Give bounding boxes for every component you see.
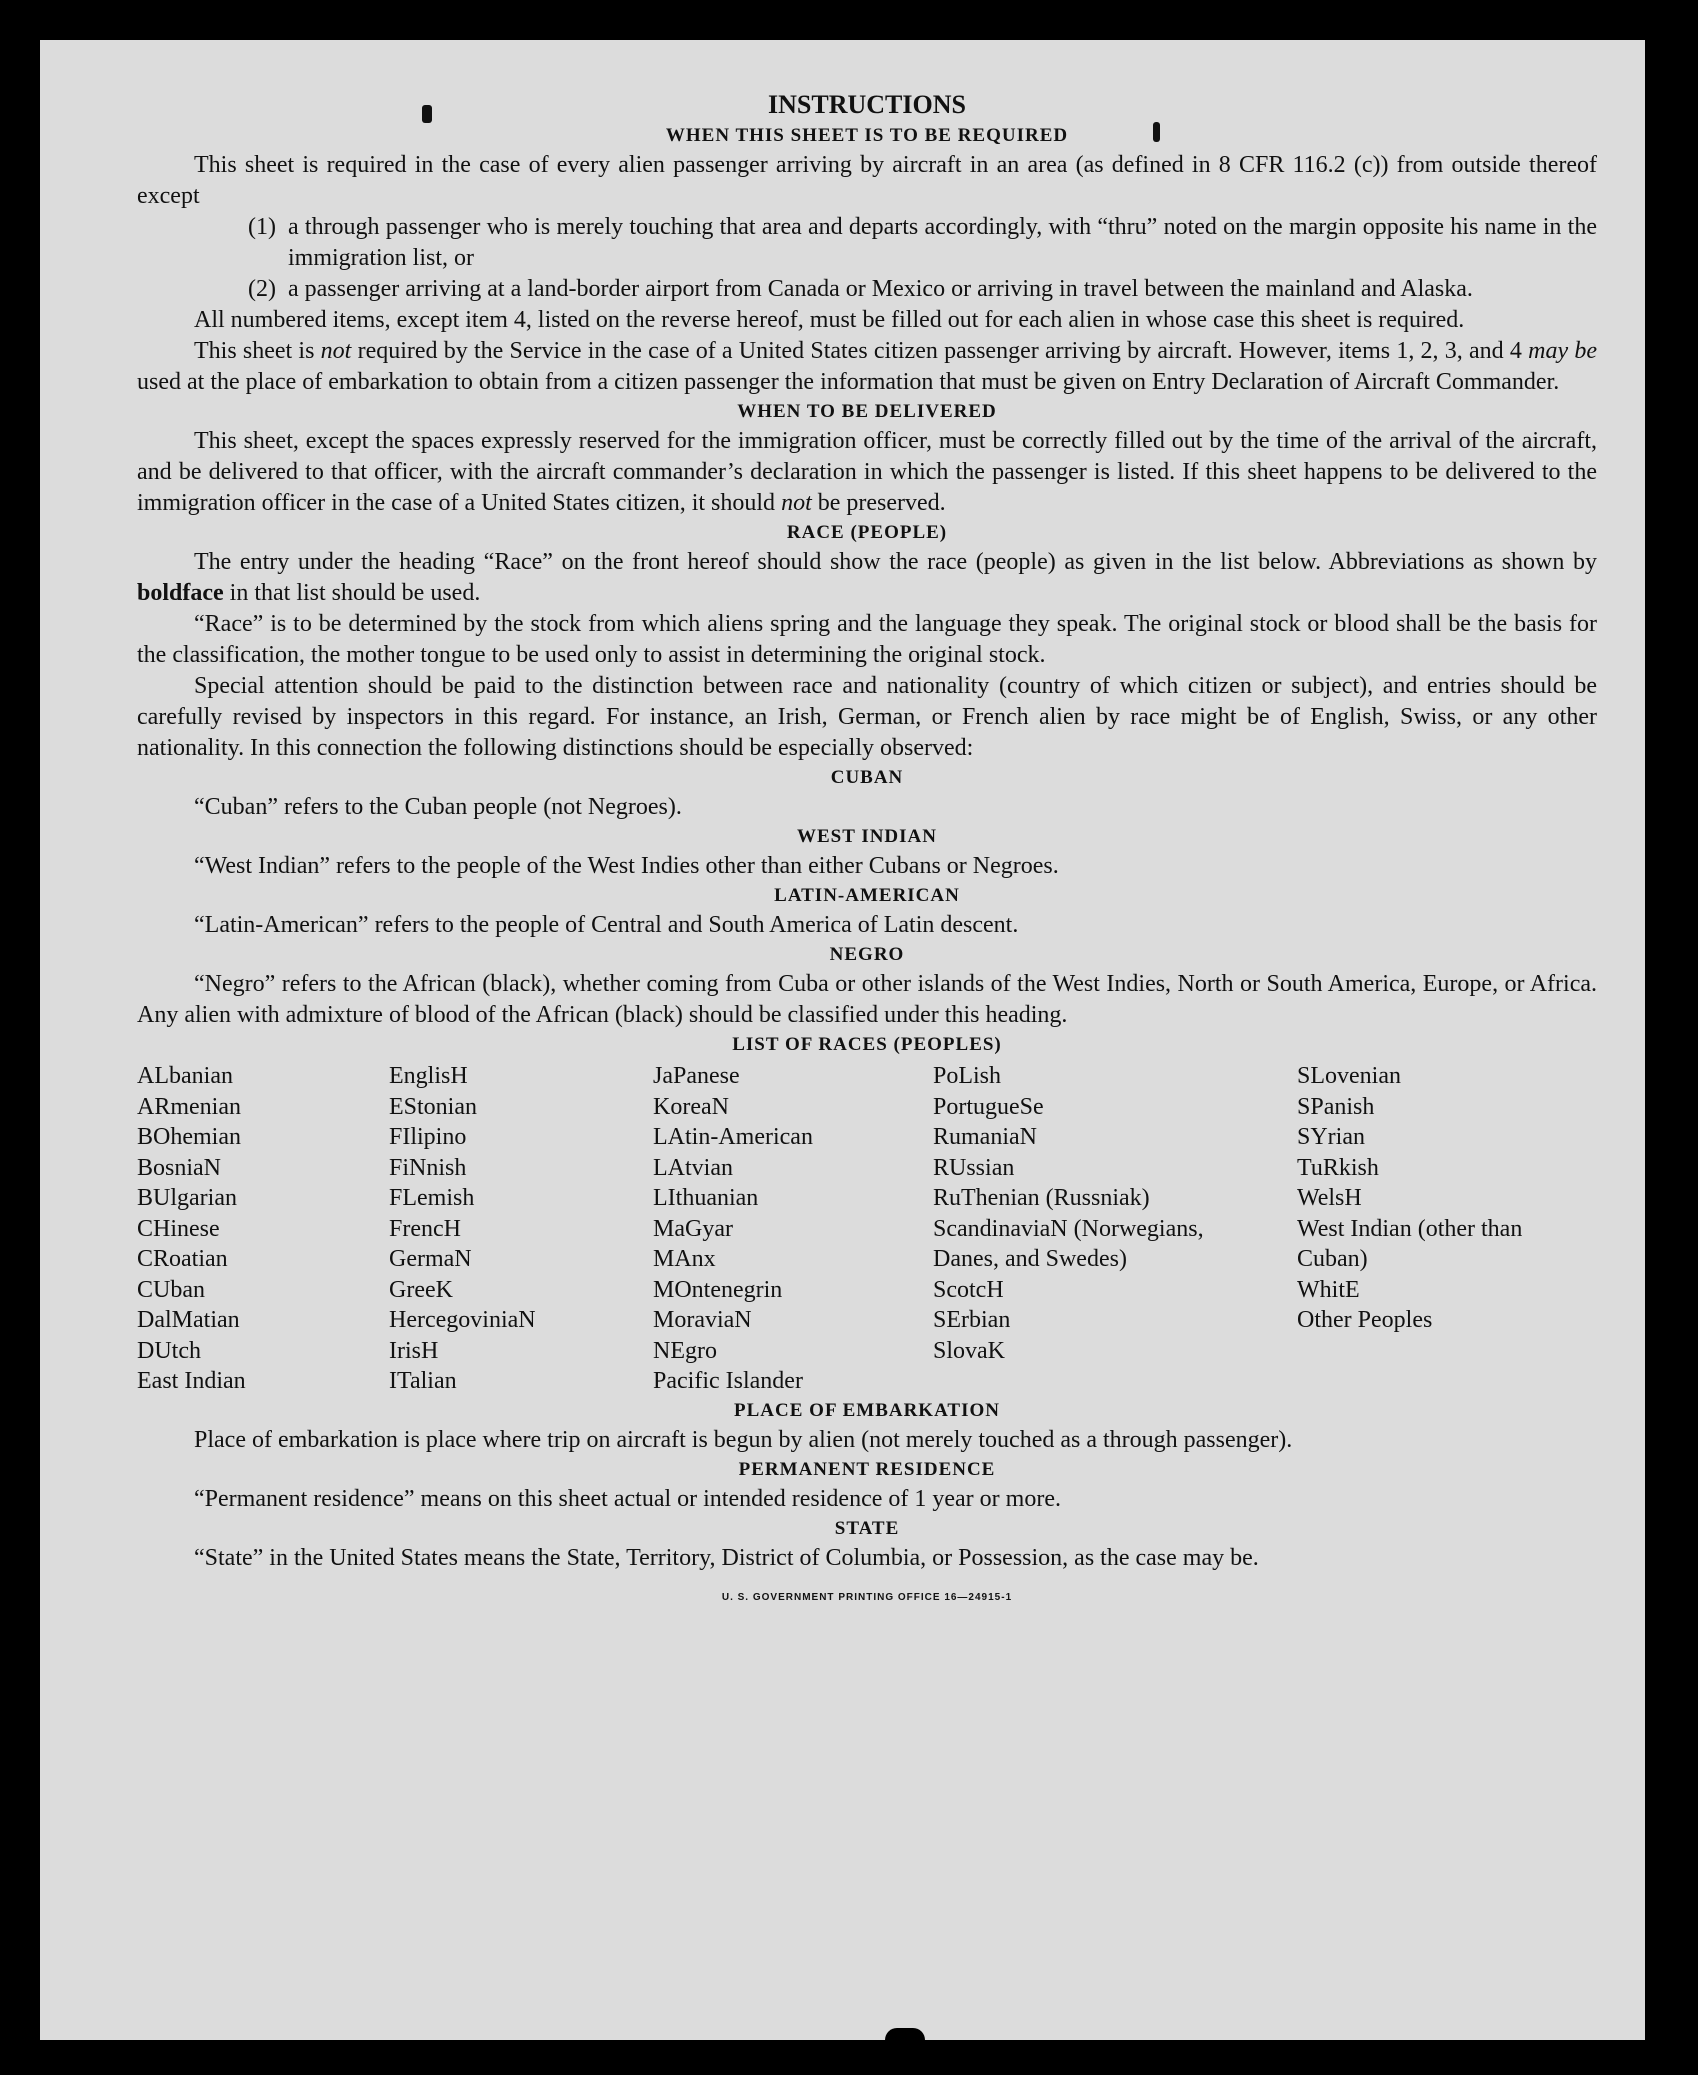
race-entry: West Indian (other than Cuban) bbox=[1297, 1215, 1523, 1272]
race-entry: LAtin-American bbox=[653, 1124, 813, 1150]
races-column-3 bbox=[653, 1061, 933, 1397]
text-segment: The entry under the heading “Race” on the front hereof should show the race (people) as given in the list below. Abbreviations as shown by bbox=[194, 549, 1597, 575]
race-entry: East Indian bbox=[137, 1368, 246, 1394]
race-entry: CRoatian bbox=[137, 1246, 228, 1272]
race-entry: LIthuanian bbox=[653, 1185, 759, 1211]
race-entry: PoLish bbox=[933, 1063, 1002, 1089]
race-entry: MAnx bbox=[653, 1246, 716, 1272]
item-text: a through passenger who is merely touching that area and departs accordingly, with “thru” noted on the margin opposite his name in the immigration list, or bbox=[288, 214, 1597, 271]
heading-when-required: WHEN THIS SHEET IS TO BE REQUIRED bbox=[665, 125, 1069, 146]
race-entry: RuThenian (Russniak) bbox=[933, 1185, 1150, 1211]
race-entry: RumaniaN bbox=[933, 1124, 1037, 1150]
race-entry: NEgro bbox=[653, 1337, 717, 1364]
paragraph-citizen-passenger bbox=[137, 336, 1597, 398]
race-entry: HercegoviniaN bbox=[389, 1307, 536, 1333]
paragraph-permanent-residence: “Permanent residence” means on this sheet actual or intended residence of 1 year or more. bbox=[194, 1485, 1061, 1512]
race-entry: CHinese bbox=[137, 1215, 220, 1242]
race-entry: LAtvian bbox=[653, 1154, 733, 1181]
race-entry: SPanish bbox=[1297, 1093, 1375, 1120]
race-entry: BosniaN bbox=[137, 1154, 221, 1181]
race-entry: DUtch bbox=[137, 1337, 201, 1364]
race-entry: GreeK bbox=[389, 1276, 453, 1303]
heading-place-of-embarkation: PLACE OF EMBARKATION bbox=[734, 1399, 1000, 1421]
paragraph-race-nationality: Special attention should be paid to the distinction between race and nationality (country of which citizen or subject), and entries should be carefully revised by inspectors in this regard. For instance, an Irish, German, or French alien by race might be of English, Swiss, or any other nationality. In this connection the following distinctions should be especially observed: bbox=[137, 673, 1597, 761]
race-entry: FIlipino bbox=[389, 1124, 467, 1150]
heading-latin-american: LATIN-AMERICAN bbox=[774, 885, 960, 906]
race-entry: ARmenian bbox=[137, 1093, 241, 1120]
race-entry: EnglisH bbox=[389, 1063, 468, 1089]
race-entry: WhitE bbox=[1297, 1276, 1360, 1303]
race-entry: Pacific Islander bbox=[653, 1368, 803, 1394]
paragraph-latin-american: “Latin-American” refers to the people of Central and South America of Latin descent. bbox=[194, 912, 1019, 938]
paragraph-race-entry bbox=[137, 547, 1597, 609]
race-entry: IrisH bbox=[389, 1337, 439, 1364]
emphasis-boldface: boldface bbox=[137, 580, 224, 606]
item-number: (2) bbox=[248, 276, 276, 302]
race-entry: RUssian bbox=[933, 1154, 1015, 1181]
race-entry: FLemish bbox=[389, 1185, 475, 1211]
races-column-1 bbox=[137, 1061, 389, 1397]
item-text: a passenger arriving at a land-border airport from Canada or Mexico or arriving in travel between the mainland and Alaska. bbox=[288, 276, 1473, 302]
race-entry: Other Peoples bbox=[1297, 1307, 1433, 1333]
instruction-sheet bbox=[40, 40, 1645, 2040]
race-entry: MOntenegrin bbox=[653, 1276, 783, 1303]
race-entry: FrencH bbox=[389, 1215, 461, 1242]
race-entry: ScotcH bbox=[933, 1276, 1004, 1303]
race-entry: GermaN bbox=[389, 1246, 472, 1272]
race-entry: BOhemian bbox=[137, 1124, 241, 1150]
race-entry: TuRkish bbox=[1297, 1154, 1379, 1181]
race-entry: FiNnish bbox=[389, 1154, 467, 1181]
race-entry: MoraviaN bbox=[653, 1307, 752, 1333]
emphasis-not: not bbox=[781, 490, 812, 516]
printer-imprint: U. S. GOVERNMENT PRINTING OFFICE 16—24915-1 bbox=[721, 1591, 1013, 1603]
race-entry: WelsH bbox=[1297, 1185, 1362, 1211]
race-entry: ALbanian bbox=[137, 1063, 233, 1089]
paragraph-delivery bbox=[137, 426, 1597, 519]
page-title: INSTRUCTIONS bbox=[768, 90, 966, 119]
text-segment: required by the Service in the case of a United States citizen passenger arriving by aircraft. However, items 1, 2, 3, and 4 bbox=[351, 338, 1529, 364]
heading-cuban: CUBAN bbox=[830, 767, 904, 788]
race-entry: CUban bbox=[137, 1276, 205, 1303]
race-entry: BUlgarian bbox=[137, 1185, 237, 1211]
paragraph-state: “State” in the United States means the State, Territory, District of Columbia, or Possession, as the case may be. bbox=[194, 1544, 1259, 1571]
races-column-4 bbox=[933, 1061, 1297, 1397]
heading-negro: NEGRO bbox=[829, 944, 905, 965]
text-segment: This sheet is bbox=[194, 338, 321, 364]
document-body bbox=[137, 88, 1597, 1613]
text-segment: in that list should be used. bbox=[223, 580, 481, 606]
races-list bbox=[137, 1061, 1597, 1397]
paragraph-race-stock: “Race” is to be determined by the stock from which aliens spring and the language they speak. The original stock or blood shall be the basis for the classification, the mother tongue to be used only to assist in determining the original stock. bbox=[137, 611, 1597, 668]
heading-race: RACE (PEOPLE) bbox=[786, 522, 948, 543]
exception-item-2 bbox=[248, 274, 1597, 305]
paragraph-west-indian: “West Indian” refers to the people of the West Indies other than either Cubans or Negroes. bbox=[194, 853, 1059, 879]
paragraph-cuban: “Cuban” refers to the Cuban people (not Negroes). bbox=[194, 794, 682, 820]
item-number: (1) bbox=[248, 214, 276, 240]
race-entry: ScandinaviaN (Norwegians, Danes, and Swedes) bbox=[933, 1215, 1204, 1272]
heading-state: STATE bbox=[834, 1517, 900, 1539]
race-entry: SLovenian bbox=[1297, 1063, 1401, 1089]
text-segment: This sheet, except the spaces expressly reserved for the immigration officer, must be correctly filled out by the time of the arrival of the aircraft, and be delivered to that officer, with the aircraft commander’s declaration in which the passenger is listed. If this sheet happens to be delivered to the immigration officer in the case of a United States citizen, it should bbox=[137, 428, 1597, 516]
heading-when-delivered: WHEN TO BE DELIVERED bbox=[737, 401, 997, 422]
scan-edge-artifact bbox=[885, 2028, 925, 2040]
heading-permanent-residence: PERMANENT RESIDENCE bbox=[738, 1458, 996, 1480]
race-entry: EStonian bbox=[389, 1093, 477, 1120]
race-entry: SErbian bbox=[933, 1307, 1011, 1333]
race-entry: PortugueSe bbox=[933, 1093, 1044, 1120]
text-segment: used at the place of embarkation to obtain from a citizen passenger the information that must be given on Entry Declaration of Aircraft Commander. bbox=[137, 369, 1560, 395]
text-segment: be preserved. bbox=[811, 490, 946, 516]
races-column-2 bbox=[389, 1061, 653, 1397]
paragraph-place-of-embarkation: Place of embarkation is place where trip on aircraft is begun by alien (not merely touched as a through passenger). bbox=[194, 1426, 1293, 1453]
race-entry: JaPanese bbox=[653, 1063, 740, 1089]
race-entry: DalMatian bbox=[137, 1307, 240, 1333]
race-entry: ITalian bbox=[389, 1368, 457, 1394]
paragraph-negro: “Negro” refers to the African (black), whether coming from Cuba or other islands of the West Indies, North or South America, Europe, or Africa. Any alien with admixture of blood of the African (black) should be classified under this heading. bbox=[137, 971, 1597, 1028]
heading-list-of-races: LIST OF RACES (PEOPLES) bbox=[732, 1034, 1002, 1055]
race-entry: KoreaN bbox=[653, 1093, 729, 1120]
race-entry: SlovaK bbox=[933, 1337, 1005, 1364]
races-column-5 bbox=[1297, 1061, 1557, 1397]
paragraph-numbered-items: All numbered items, except item 4, listed on the reverse hereof, must be filled out for each alien in whose case this sheet is required. bbox=[194, 307, 1465, 333]
emphasis-may-be: may be bbox=[1528, 338, 1597, 364]
emphasis-not: not bbox=[320, 338, 352, 364]
race-entry: SYrian bbox=[1297, 1124, 1365, 1150]
paragraph-required-intro: This sheet is required in the case of every alien passenger arriving by aircraft in an area (as defined in 8 CFR 116.2 (c)) from outside thereof except bbox=[137, 152, 1597, 209]
race-entry: MaGyar bbox=[653, 1215, 733, 1242]
exception-item-1 bbox=[248, 212, 1597, 274]
heading-west-indian: WEST INDIAN bbox=[797, 826, 937, 847]
